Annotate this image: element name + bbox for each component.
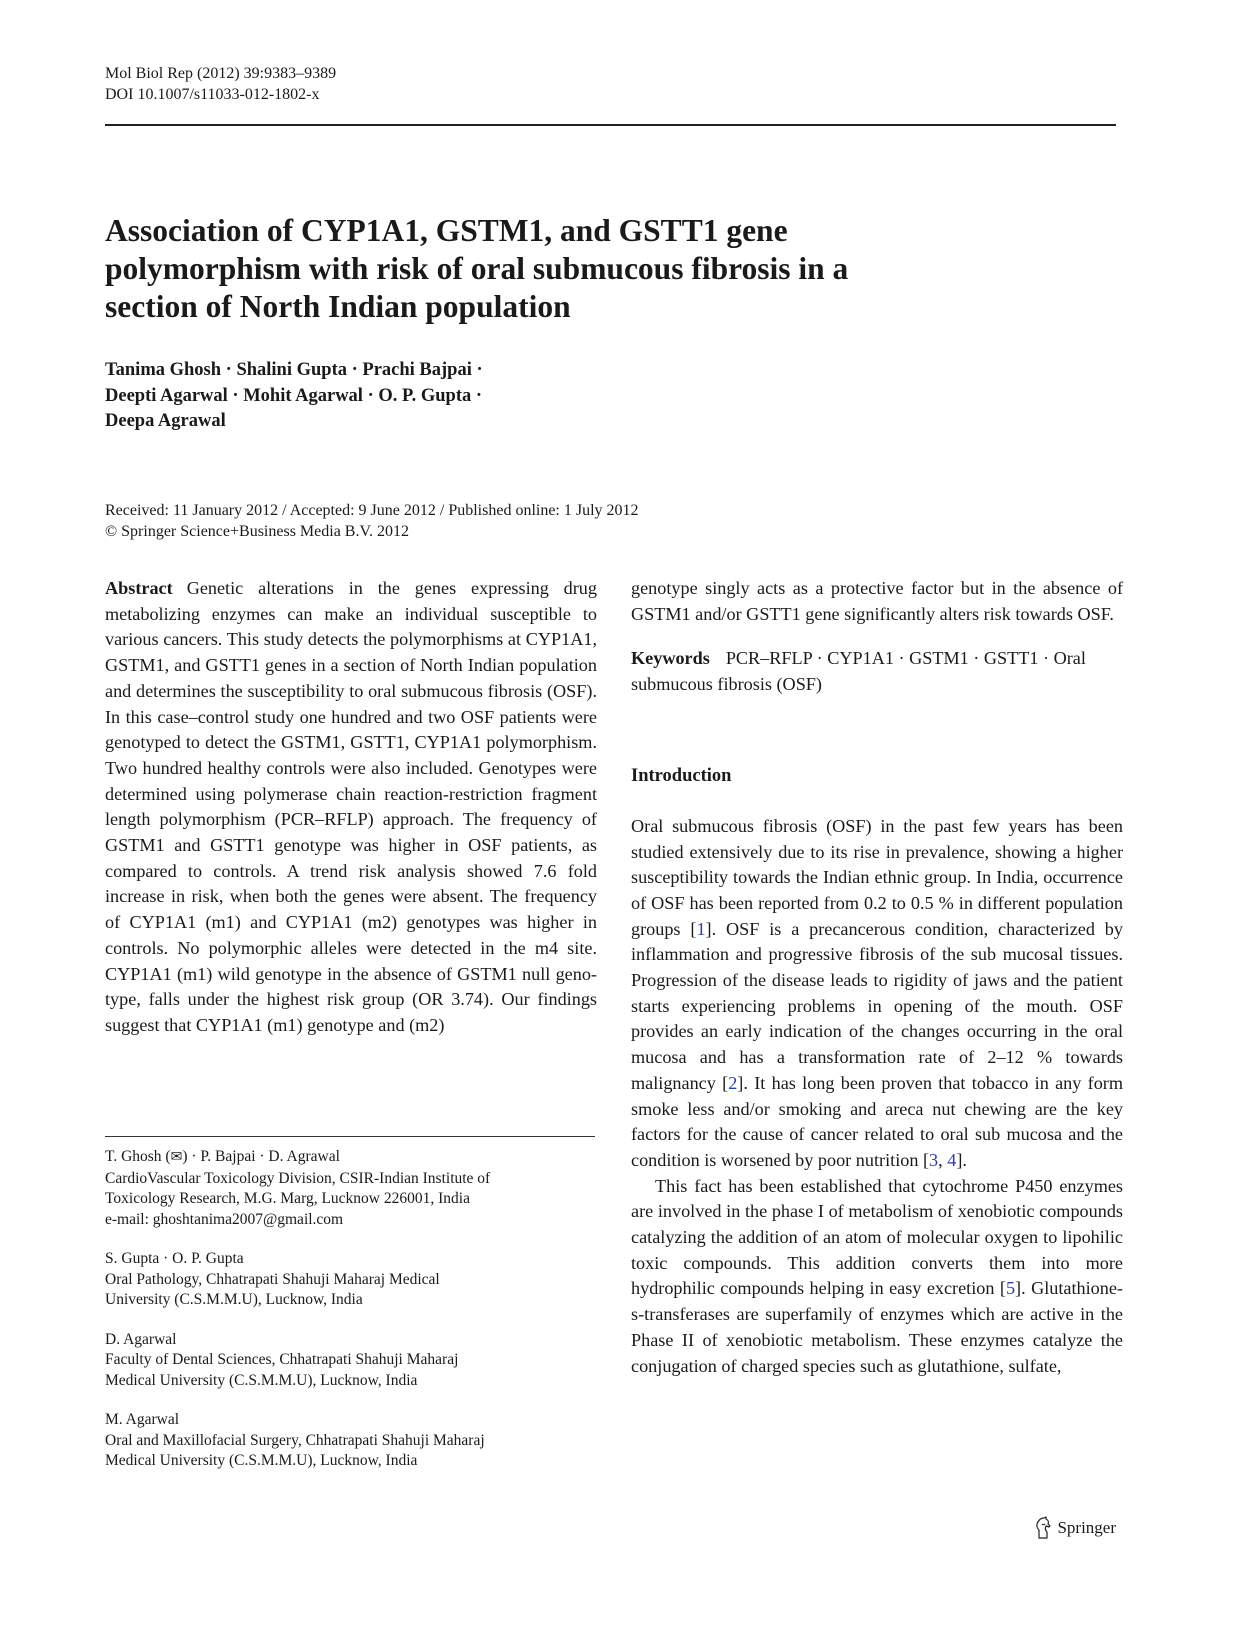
affiliation-block xyxy=(105,1410,597,1472)
affiliation-names: D. Agarwal xyxy=(105,1330,177,1348)
affiliation-block xyxy=(105,1147,597,1230)
affiliation-names: S. Gupta · O. P. Gupta xyxy=(105,1250,244,1267)
publisher-mark xyxy=(1033,1516,1116,1540)
affiliation-line: Faculty of Dental Sciences, Chhatrapati Shahuji Maharaj xyxy=(105,1351,459,1368)
author-line: Tanima Ghosh · Shalini Gupta · Prachi Bajpai · xyxy=(105,360,483,380)
affiliation-rule xyxy=(105,1136,595,1137)
journal-header xyxy=(105,63,336,105)
abstract-text: Genetic alterations in the genes expressing drug metabolizing enzymes can make an individual susceptible to various cancers. This study detects the polymorphisms at CYP1A1, GSTM1, and GSTT1 genes in a section of North Indian population and determines the susceptibility to oral submucous fibrosis (OSF). In this case–control study one hundred and two OSF patients were genotyped to detect the GSTM1, GSTT1, CYP1A1 polymorphism. Two hundred healthy controls were also included. Genotypes were determined using polymerase chain reaction-restriction fragment length polymorphism (PCR–RFLP) approach. The frequency of GSTM1 and GSTT1 genotype was higher in OSF patients, as compared to controls. A trend risk analysis showed 7.6 fold increase in risk, when both the genes were absent. The frequency of CYP1A1 (m1) and CYP1A1 (m2) genotypes was higher in controls. No polymorphic alleles were detected in the m4 site. CYP1A1 (m1) wild genotype in the absence of GSTM1 null geno-type, falls under the highest risk group (OR 3.74). Our findings suggest that CYP1A1 (m1) genotype and (m2) xyxy=(105,578,597,1035)
affiliation-line: Oral and Maxillofacial Surgery, Chhatrapati Shahuji Maharaj xyxy=(105,1431,485,1449)
affiliation-line: Medical University (C.S.M.M.U), Lucknow, India xyxy=(105,1452,418,1469)
affiliation-line: CardioVascular Toxicology Division, CSIR-Indian Institute of xyxy=(105,1169,491,1187)
paper-title: Association of CYP1A1, GSTM1, and GSTT1 gene polymorphism with risk of oral submucous fibrosis in a section of North Indian population xyxy=(105,213,849,324)
reference-link[interactable]: 4 xyxy=(947,1149,957,1170)
keywords-label: Keywords xyxy=(631,648,710,669)
reference-link[interactable]: 3 xyxy=(929,1149,939,1170)
email-line: e-mail: ghoshtanima2007@gmail.com xyxy=(105,1210,344,1228)
affiliation-line: Oral Pathology, Chhatrapati Shahuji Maharaj Medical xyxy=(105,1270,440,1288)
keywords xyxy=(631,646,1123,697)
affiliation-block xyxy=(105,1330,597,1392)
journal-doi: DOI 10.1007/s11033-012-1802-x xyxy=(105,86,320,103)
springer-horse-icon xyxy=(1033,1516,1053,1540)
reference-link[interactable]: 5 xyxy=(1005,1278,1016,1299)
header-rule xyxy=(105,124,1116,126)
left-column xyxy=(105,576,597,1039)
author-list xyxy=(105,358,625,435)
affiliation-line: University (C.S.M.M.U), Lucknow, India xyxy=(105,1291,363,1308)
abstract-label: Abstract xyxy=(105,578,173,598)
copyright-line: © Springer Science+Business Media B.V. 2012 xyxy=(105,523,409,540)
affiliation-line: Medical University (C.S.M.M.U), Lucknow, India xyxy=(105,1371,418,1389)
introduction-heading: Introduction xyxy=(631,765,732,786)
publisher-name: Springer xyxy=(1057,1518,1116,1537)
keywords-text: PCR–RFLP · CYP1A1 · GSTM1 · GSTT1 · Oral submucous fibrosis (OSF) xyxy=(631,648,1086,695)
affiliation-block xyxy=(105,1249,597,1311)
introduction-paragraph: Oral submucous fibrosis (OSF) in the past few years has been studied extensively due to its rise in prevalence, showing a higher susceptibility towards the Indian ethnic group. In India, occurrence of OSF has been reported from 0.2 to 0.5 % in different population groups [1]. OSF is a precancerous condition, characterized by inflammation and progressive fibrosis of the sub mucosal tissues. Progression of the disease leads to rigidity of jaws and the patient starts experiencing problems in opening of the mouth. OSF provides an early indication of the changes occurring in the oral mucosa and has a transformation rate of 2–12 % towards malignancy [2]. It has long been proven that tobacco in any form smoke less and/or smoking and areca nut chewing are the key factors for the cause of cancer related to oral sub mucosa and the condition is worsened by poor nutrition [3, 4]. xyxy=(631,815,1123,1170)
right-column xyxy=(631,576,1123,1379)
reference-link[interactable]: 1 xyxy=(696,918,706,939)
affiliations xyxy=(105,1147,597,1491)
journal-citation: Mol Biol Rep (2012) 39:9383–9389 xyxy=(105,65,337,82)
affiliation-names: T. Ghosh (✉) · P. Bajpai · D. Agrawal xyxy=(105,1147,597,1169)
affiliation-line: Toxicology Research, M.G. Marg, Lucknow 226001, India xyxy=(105,1190,470,1207)
author-line: Deepti Agarwal · Mohit Agarwal · O. P. Gupta · xyxy=(105,385,483,406)
abstract xyxy=(105,576,597,1039)
author-line: Deepa Agrawal xyxy=(105,411,226,431)
introduction-paragraph: This fact has been established that cytochrome P450 enzymes are involved in the phase I of metabolism of xenobiotic compounds catalyzing the addition of an atom of molecular oxygen to lipohilic toxic compounds. This addition converts them into more hydrophilic compounds helping in easy excretion [5]. Glutathione-s-transferases are superfamily of enzymes which are active in the Phase II of xenobiotic metabolism. These enzymes catalyze the conjugation of charged species such as glutathione, sulfate, xyxy=(631,1175,1123,1376)
publication-dates xyxy=(105,500,1105,542)
abstract-continuation: genotype singly acts as a protective factor but in the absence of GSTM1 and/or GSTT1 gene significantly alters risk towards OSF. xyxy=(631,578,1123,624)
affiliation-names: M. Agarwal xyxy=(105,1411,180,1428)
reference-link[interactable]: 2 xyxy=(728,1072,738,1093)
envelope-icon: ✉ xyxy=(170,1150,183,1165)
history-dates: Received: 11 January 2012 / Accepted: 9 June 2012 / Published online: 1 July 2012 xyxy=(105,502,639,519)
